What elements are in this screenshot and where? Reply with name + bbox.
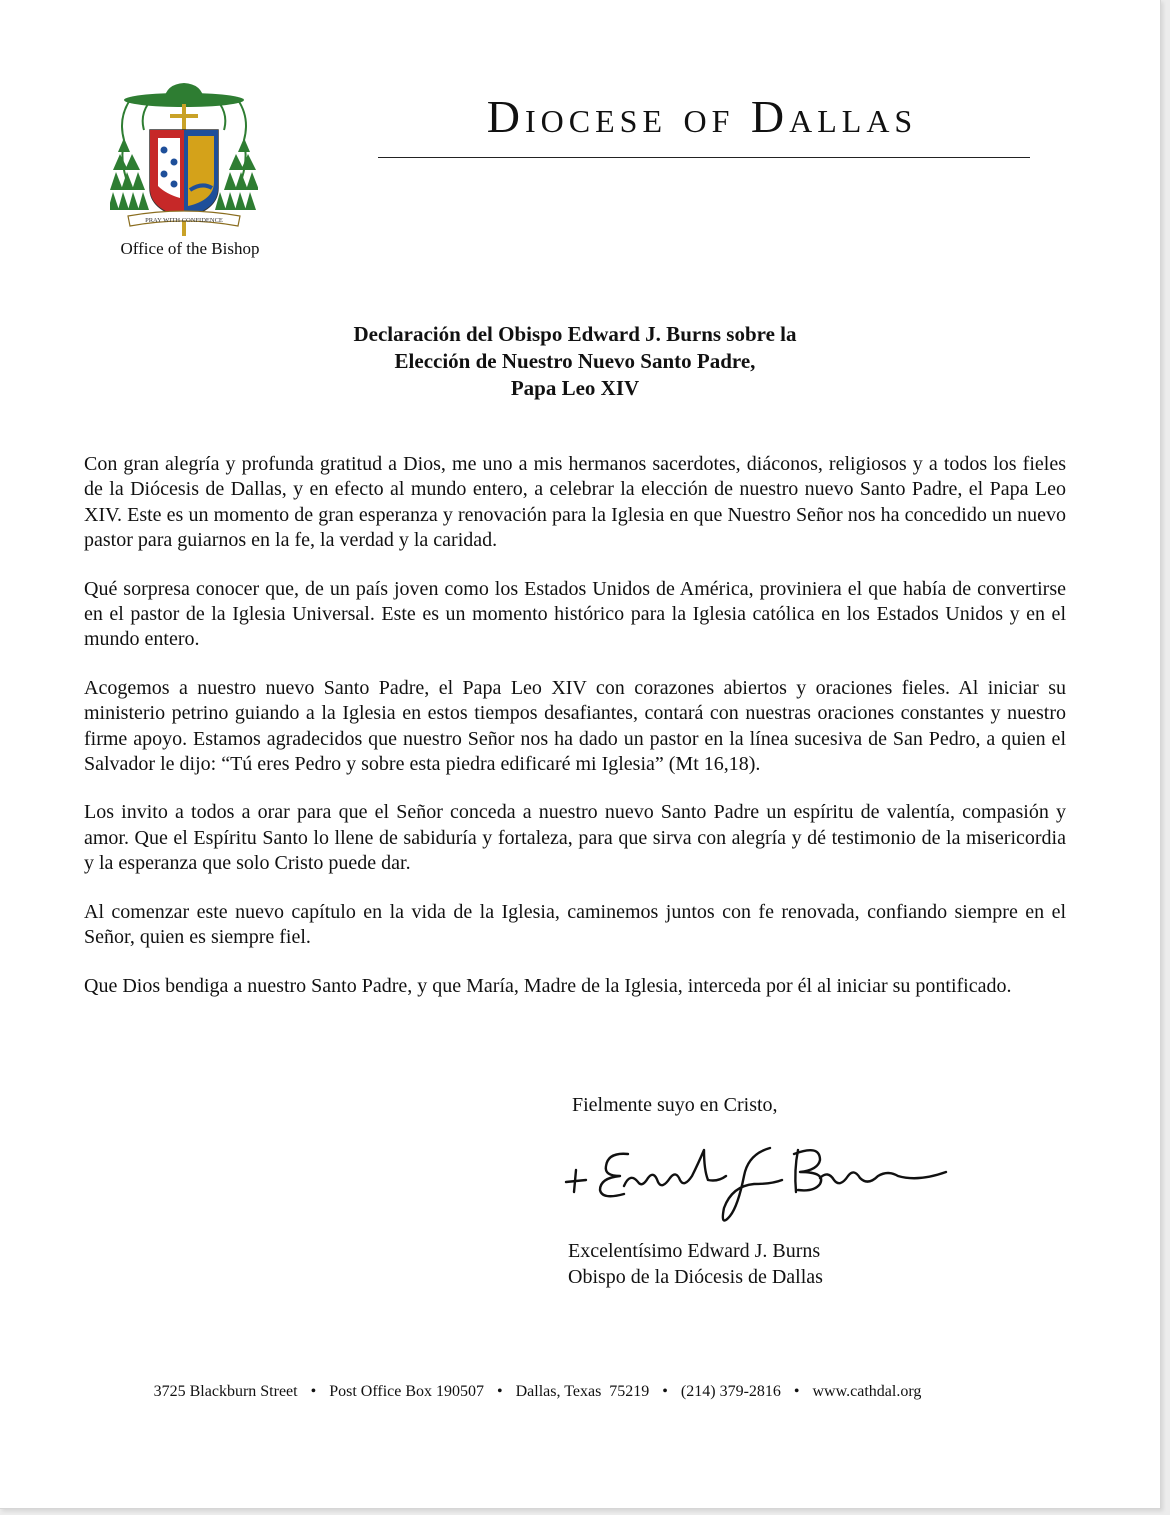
crest-motto: PRAY WITH CONFIDENCE	[145, 217, 223, 224]
footer-phone: (214) 379-2816	[680, 1383, 781, 1400]
signer-name: Excelentísimo Edward J. Burns	[568, 1240, 821, 1262]
office-label: Office of the Bishop	[120, 239, 260, 258]
footer-separator: •	[497, 1383, 503, 1400]
header-divider	[378, 157, 1030, 158]
footer-po-box: Post Office Box 190507	[329, 1383, 485, 1400]
footer-separator: •	[310, 1383, 317, 1400]
title-line-1: Declaración del Obispo Edward J. Burns sobre la	[353, 322, 797, 346]
signer-role: Obispo de la Diócesis de Dallas	[568, 1266, 823, 1288]
paragraph: Los invito a todos a orar para que el Señor conceda a nuestro nuevo Santo Padre un espíritu de valentía, compasión y amor. Que el Espíritu Santo lo llene de sabiduría y fortaleza, para que sirva con alegría y dé testimonio de la misericordia y la esperanza que solo Cristo puede dar.	[84, 801, 1066, 875]
paragraph: Qué sorpresa conocer que, de un país joven como los Estados Unidos de América, proviniera el que había de convertirse en el pastor de la Iglesia Universal. Este es un momento histórico para la Iglesia católica en los Estados Unidos y en el mundo entero.	[84, 577, 1066, 651]
footer-separator: •	[793, 1383, 800, 1400]
paragraph: Al comenzar este nuevo capítulo en la vida de la Iglesia, caminemos juntos con fe renovada, confiando siempre en el Señor, quien es siempre fiel.	[84, 900, 1066, 949]
footer-website[interactable]: www.cathdal.org	[812, 1383, 922, 1400]
paragraph: Acogemos a nuestro nuevo Santo Padre, el Papa Leo XIV con corazones abiertos y oraciones fieles. Al iniciar su ministerio petrino guiando a la Iglesia en estos tiempos desafiantes, contará con nuestras oraciones constantes y nuestro firme apoyo. Estamos agradecidos que nuestro Señor nos ha dado un pastor en la línea sucesiva de San Pedro, a quien el Salvador le dijo: “Tú eres Pedro y sobre esta piedra edificaré mi Iglesia” (Mt 16,18).	[84, 676, 1066, 776]
paragraph: Con gran alegría y profunda gratitud a Dios, me uno a mis hermanos sacerdotes, diáconos, religiosos y a todos los fieles de la Diócesis de Dallas, y en efecto al mundo entero, a celebrar la elección de nuestro nuevo Santo Padre, el Papa Leo XIV. Este es un momento de gran esperanza y renovación para la Iglesia en que Nuestro Señor nos ha concedido un nuevo pastor para guiarnos en la fe, la verdad y la caridad.	[84, 453, 1066, 552]
signer-block	[568, 1238, 823, 1290]
footer-address	[0, 1383, 1075, 1401]
letter-body	[84, 452, 1066, 1022]
organization-title: Diocese of Dallas	[486, 91, 918, 142]
closing-salutation: Fielmente suyo en Cristo,	[572, 1094, 778, 1116]
footer-street: 3725 Blackburn Street	[153, 1383, 298, 1400]
signature-icon	[558, 1136, 953, 1231]
coat-of-arms-icon	[110, 78, 258, 240]
paragraph: Que Dios bendiga a nuestro Santo Padre, y que María, Madre de la Iglesia, interceda por él al iniciar su pontificado.	[84, 974, 1012, 997]
footer-city: Dallas, Texas 75219	[515, 1383, 650, 1400]
title-line-3: Papa Leo XIV	[510, 376, 640, 400]
statement-title	[200, 321, 950, 402]
footer-separator: •	[662, 1383, 668, 1400]
title-line-2: Elección de Nuestro Nuevo Santo Padre,	[394, 349, 756, 373]
